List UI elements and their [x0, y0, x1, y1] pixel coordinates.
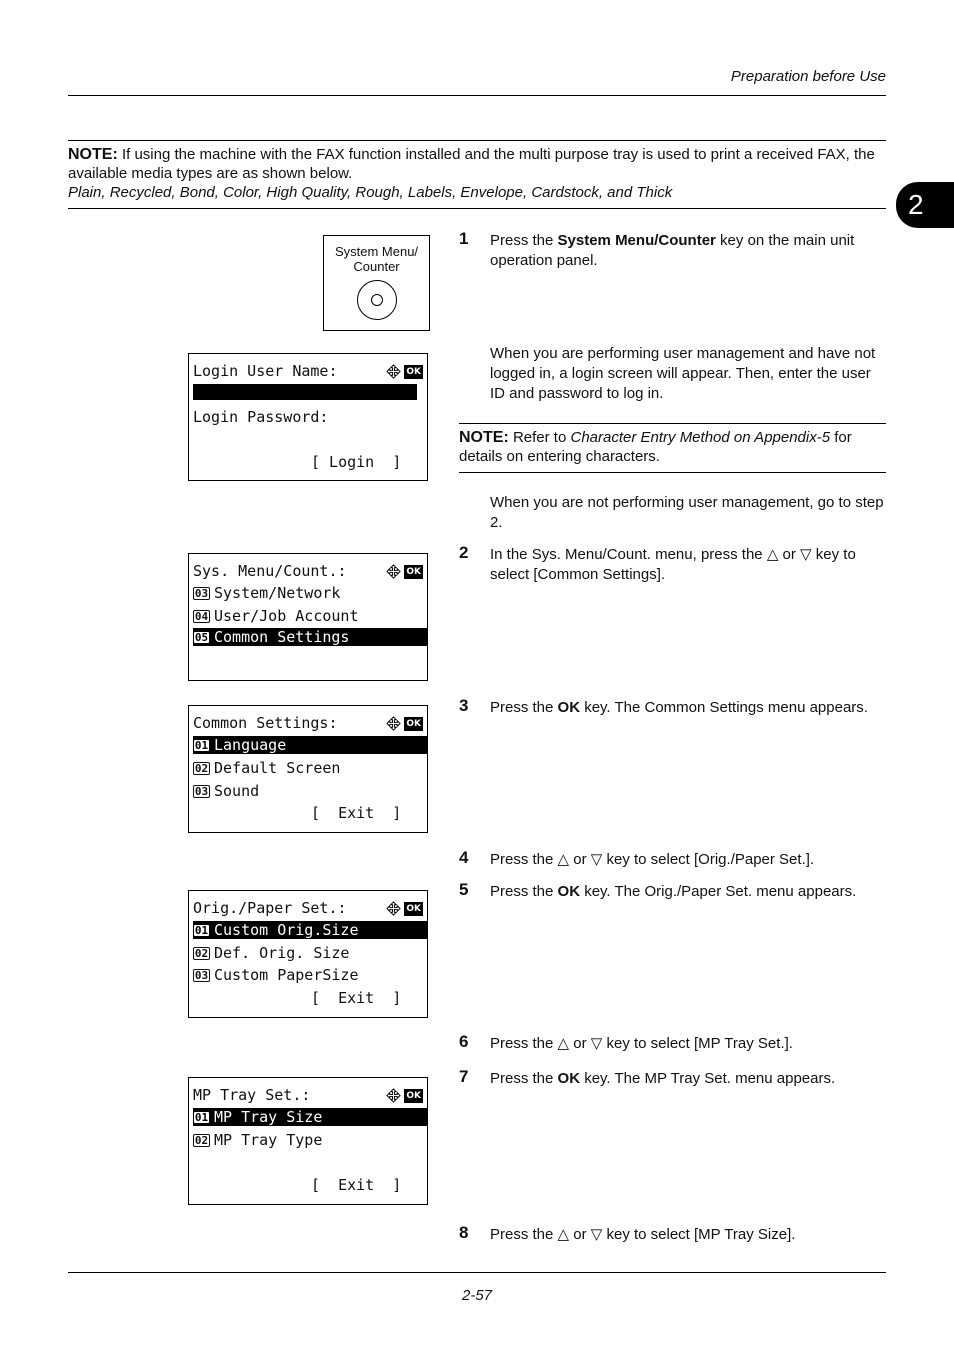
cross-arrows-icon — [386, 1088, 401, 1103]
item-number: 01 — [194, 1111, 209, 1124]
item-number: 03 — [194, 587, 209, 600]
step-1-nouser-text: When you are not performing user management, go to step 2. — [490, 494, 884, 531]
item-label: MP Tray Type — [214, 1131, 323, 1149]
menu-item-selected[interactable] — [193, 736, 427, 754]
key-button-icon — [357, 280, 397, 320]
step-7-text: Press the OK key. The MP Tray Set. menu appears. — [490, 1070, 836, 1087]
ok-icon: OK — [406, 903, 421, 914]
note-text: If using the machine with the FAX function installed and the multi purpose tray is used to print a received FAX, the available media types are as shown below. — [68, 146, 875, 182]
cross-arrows-icon — [386, 716, 401, 731]
header-section-title: Preparation before Use — [730, 68, 886, 85]
step-4-number: 4 — [459, 848, 469, 867]
cross-arrows-icon — [386, 901, 401, 916]
step-5-text: Press the OK key. The Orig./Paper Set. menu appears. — [490, 883, 857, 900]
down-arrow-icon: ▽ — [590, 851, 603, 868]
up-arrow-icon: △ — [557, 851, 570, 868]
login-user-label: Login User Name: — [193, 362, 338, 380]
step-3-number: 3 — [459, 696, 469, 715]
item-number: 05 — [194, 631, 209, 644]
nav-ok-icons — [386, 1088, 423, 1103]
menu-item[interactable] — [193, 944, 427, 962]
step-1-number: 1 — [459, 229, 469, 248]
lcd-login-screen — [188, 353, 428, 481]
header-rule — [68, 95, 886, 96]
up-arrow-icon: △ — [557, 1226, 570, 1243]
page-number: 2-57 — [461, 1287, 493, 1304]
menu-item-selected[interactable] — [193, 628, 427, 646]
ok-icon: OK — [406, 366, 421, 377]
menu-item-selected[interactable] — [193, 1108, 427, 1126]
nav-ok-icons — [386, 364, 423, 379]
down-arrow-icon: ▽ — [590, 1035, 603, 1052]
step-5-number: 5 — [459, 880, 469, 899]
top-note — [68, 145, 886, 202]
item-label: Default Screen — [214, 759, 341, 777]
step-3-text: Press the OK key. The Common Settings menu appears. — [490, 699, 868, 716]
up-arrow-icon: △ — [557, 1035, 570, 1052]
step-8-number: 8 — [459, 1223, 469, 1242]
exit-softkey[interactable]: [ Exit ] — [311, 1176, 402, 1194]
login-password-label: Login Password: — [193, 408, 329, 426]
menu-item[interactable] — [193, 607, 427, 625]
key-label-line2: Counter — [353, 259, 400, 274]
step-6-text: Press the △ or ▽ key to select [MP Tray Set.]. — [490, 1035, 793, 1052]
step-8-text: Press the △ or ▽ key to select [MP Tray Size]. — [490, 1226, 796, 1243]
chapter-tab: 2 — [896, 182, 954, 228]
up-arrow-icon: △ — [766, 546, 779, 563]
item-number: 03 — [194, 969, 209, 982]
cross-arrows-icon — [386, 364, 401, 379]
item-number: 03 — [194, 785, 209, 798]
menu-item[interactable] — [193, 759, 427, 777]
step-6-number: 6 — [459, 1032, 469, 1051]
item-label: User/Job Account — [214, 607, 359, 625]
step-2-number: 2 — [459, 543, 469, 562]
note2-top-rule — [459, 423, 886, 424]
exit-softkey[interactable]: [ Exit ] — [311, 804, 402, 822]
item-number: 02 — [194, 947, 209, 960]
nav-ok-icons — [386, 716, 423, 731]
nav-ok-icons — [386, 901, 423, 916]
menu-item[interactable] — [193, 782, 427, 800]
origpaper-title: Orig./Paper Set.: — [193, 899, 347, 917]
item-label: System/Network — [214, 584, 341, 602]
step-1-text: Press the System Menu/Counter key on the main unit operation panel. — [490, 232, 855, 269]
system-menu-counter-key — [323, 235, 430, 331]
menu-item[interactable] — [193, 966, 427, 984]
ok-icon: OK — [406, 718, 421, 729]
item-label: Language — [214, 736, 287, 754]
item-label: Def. Orig. Size — [214, 944, 350, 962]
ok-icon: OK — [406, 566, 421, 577]
item-number: 01 — [194, 924, 209, 937]
step-2-text: In the Sys. Menu/Count. menu, press the △ or ▽ key to select [Common Settings]. — [490, 546, 856, 583]
note-label: NOTE: — [68, 146, 118, 163]
login-softkey[interactable]: [ Login ] — [311, 453, 402, 471]
media-types: Plain, Recycled, Bond, Color, High Quality, Rough, Labels, Envelope, Cardstock, and Thick — [68, 184, 673, 201]
note-character-entry: NOTE: Refer to Character Entry Method on Appendix-5 for details on entering characters. — [459, 429, 852, 465]
cross-arrows-icon — [386, 564, 401, 579]
item-number: 01 — [194, 739, 209, 752]
lcd-sysmenu-screen — [188, 553, 428, 681]
menu-item-selected[interactable] — [193, 921, 427, 939]
item-label: Sound — [214, 782, 260, 800]
item-label: MP Tray Size — [214, 1108, 323, 1126]
step-1-login-text: When you are performing user management and have not logged in, a login screen will appear. Then, enter the user ID and password to log in. — [490, 345, 876, 402]
lcd-common-settings-screen — [188, 705, 428, 833]
note2-bottom-rule — [459, 472, 886, 473]
item-label: Common Settings — [214, 628, 350, 646]
menu-item[interactable] — [193, 1131, 427, 1149]
menu-item[interactable] — [193, 584, 427, 602]
nav-ok-icons — [386, 564, 423, 579]
note-bottom-rule — [68, 208, 886, 209]
note-top-rule — [68, 140, 886, 141]
item-label: Custom Orig.Size — [214, 921, 359, 939]
down-arrow-icon: ▽ — [800, 546, 812, 563]
item-number: 02 — [194, 1134, 209, 1147]
exit-softkey[interactable]: [ Exit ] — [311, 989, 402, 1007]
ok-icon: OK — [406, 1090, 421, 1101]
lcd-mp-tray-screen — [188, 1077, 428, 1205]
login-user-input[interactable] — [193, 384, 417, 400]
sysmenu-title: Sys. Menu/Count.: — [193, 562, 347, 580]
step-7-number: 7 — [459, 1067, 469, 1086]
mptray-title: MP Tray Set.: — [193, 1086, 311, 1104]
common-title: Common Settings: — [193, 714, 338, 732]
item-number: 02 — [194, 762, 209, 775]
footer-rule — [68, 1272, 886, 1273]
item-number: 04 — [194, 610, 209, 623]
key-label-line1: System Menu/ — [334, 244, 419, 259]
down-arrow-icon: ▽ — [590, 1226, 603, 1243]
step-4-text: Press the △ or ▽ key to select [Orig./Paper Set.]. — [490, 851, 815, 868]
item-label: Custom PaperSize — [214, 966, 359, 984]
lcd-orig-paper-screen — [188, 890, 428, 1018]
